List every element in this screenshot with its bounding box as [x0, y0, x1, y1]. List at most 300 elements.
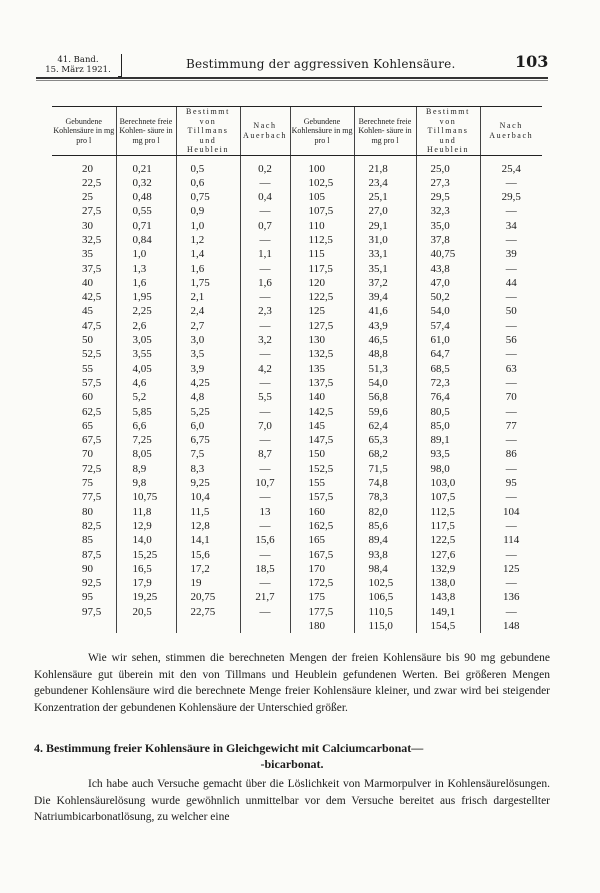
- cell-tillmans-heublein-left: 0,5: [176, 155, 240, 176]
- cell-bound-co2-right: 110: [290, 219, 354, 233]
- cell-tillmans-heublein-left: 12,8: [176, 519, 240, 533]
- cell-bound-co2-right: 127,5: [290, 319, 354, 333]
- col-header-calculated-right: Berechnete freie Kohlen- säure in mg pro l: [354, 107, 416, 156]
- cell-auerbach-left: —: [240, 462, 290, 476]
- table-row: [52, 433, 542, 447]
- cell-calculated-free-co2-right: 78,3: [354, 490, 416, 504]
- cell-auerbach-left: 15,6: [240, 533, 290, 547]
- cell-auerbach-left: 0,2: [240, 155, 290, 176]
- cell-calculated-free-co2-left: 3,55: [116, 347, 176, 361]
- cell-auerbach-right: —: [480, 433, 542, 447]
- cell-tillmans-heublein-left: 1,0: [176, 219, 240, 233]
- cell-auerbach-right: 63: [480, 362, 542, 376]
- cell-tillmans-heublein-left: 9,25: [176, 476, 240, 490]
- cell-tillmans-heublein-right: 112,5: [416, 505, 480, 519]
- cell-tillmans-heublein-left: 4,8: [176, 390, 240, 404]
- table-row: [52, 247, 542, 261]
- cell-bound-co2-right: 145: [290, 419, 354, 433]
- cell-calculated-free-co2-right: 41,6: [354, 304, 416, 318]
- cell-tillmans-heublein-left: 4,25: [176, 376, 240, 390]
- cell-bound-co2-left: 57,5: [82, 376, 102, 389]
- cell-auerbach-left: 18,5: [240, 562, 290, 576]
- cell-bound-co2-right: 100: [290, 155, 354, 176]
- cell-bound-co2-left: 45: [82, 305, 93, 318]
- cell-calculated-free-co2-left: 8,05: [116, 447, 176, 461]
- cell-auerbach-left: 13: [240, 505, 290, 519]
- cell-calculated-free-co2-left: 16,5: [116, 562, 176, 576]
- cell-bound-co2-right: 147,5: [290, 433, 354, 447]
- cell-auerbach-right: —: [480, 347, 542, 361]
- cell-tillmans-heublein-left: 11,5: [176, 505, 240, 519]
- table-row: [52, 376, 542, 390]
- cell-tillmans-heublein-right: 50,2: [416, 290, 480, 304]
- cell-bound-co2-left: 27,5: [82, 205, 102, 218]
- cell-auerbach-left: —: [240, 576, 290, 590]
- cell-bound-co2-right: 157,5: [290, 490, 354, 504]
- cell-tillmans-heublein-left: 0,6: [176, 176, 240, 190]
- cell-tillmans-heublein-left: 22,75: [176, 605, 240, 619]
- cell-calculated-free-co2-left: 1,6: [116, 276, 176, 290]
- cell-bound-co2-left: 20: [82, 162, 93, 175]
- table-row: [52, 233, 542, 247]
- cell-bound-co2-left: 90: [82, 562, 93, 575]
- paragraph-marble-experiments: Ich habe auch Versuche gemacht über die Löslichkeit von Marmorpulver in Kohlensäurelösungen. Die Kohlensäurelösung wurde gewöhnlich unmittelbar vor dem Versuche bereitet aus frisch dargestellter Natriumbicarbonatlösung, zu welcher eine: [34, 778, 550, 823]
- cell-calculated-free-co2-left: 11,8: [116, 505, 176, 519]
- cell-calculated-free-co2-left: 5,2: [116, 390, 176, 404]
- cell-bound-co2-left: 77,5: [82, 491, 102, 504]
- cell-bound-co2-left: 47,5: [82, 319, 102, 332]
- table-row: [52, 405, 542, 419]
- cell-bound-co2-left: 67,5: [82, 434, 102, 447]
- cell-auerbach-right: —: [480, 576, 542, 590]
- volume-label: 41. Band.: [57, 55, 99, 65]
- cell-calculated-free-co2-right: 65,3: [354, 433, 416, 447]
- cell-bound-co2-left: 50: [82, 334, 93, 347]
- cell-bound-co2-left: 85: [82, 534, 93, 547]
- cell-calculated-free-co2-right: 102,5: [354, 576, 416, 590]
- cell-auerbach-right: 29,5: [480, 190, 542, 204]
- table-row: [52, 362, 542, 376]
- cell-calculated-free-co2-left: 1,95: [116, 290, 176, 304]
- cell-bound-co2-left: 30: [82, 219, 93, 232]
- cell-calculated-free-co2-right: 29,1: [354, 219, 416, 233]
- cell-bound-co2-right: 132,5: [290, 347, 354, 361]
- cell-auerbach-right: —: [480, 233, 542, 247]
- cell-auerbach-left: [240, 619, 290, 633]
- cell-tillmans-heublein-right: 143,8: [416, 590, 480, 604]
- cell-calculated-free-co2-right: 82,0: [354, 505, 416, 519]
- table-row: [52, 562, 542, 576]
- cell-auerbach-left: —: [240, 347, 290, 361]
- table-row: [52, 390, 542, 404]
- cell-auerbach-right: 70: [480, 390, 542, 404]
- cell-tillmans-heublein-left: 1,75: [176, 276, 240, 290]
- cell-auerbach-left: —: [240, 405, 290, 419]
- cell-calculated-free-co2-left: 0,32: [116, 176, 176, 190]
- section-heading: [34, 741, 550, 772]
- cell-tillmans-heublein-right: 103,0: [416, 476, 480, 490]
- table-row: [52, 533, 542, 547]
- cell-bound-co2-right: 142,5: [290, 405, 354, 419]
- cell-auerbach-right: —: [480, 204, 542, 218]
- cell-tillmans-heublein-left: 5,25: [176, 405, 240, 419]
- table-row: [52, 605, 542, 619]
- cell-tillmans-heublein-right: 47,0: [416, 276, 480, 290]
- cell-calculated-free-co2-left: 10,75: [116, 490, 176, 504]
- cell-calculated-free-co2-left: 14,0: [116, 533, 176, 547]
- table-row: [52, 319, 542, 333]
- cell-calculated-free-co2-left: 1,0: [116, 247, 176, 261]
- cell-tillmans-heublein-left: 20,75: [176, 590, 240, 604]
- cell-bound-co2-right: 120: [290, 276, 354, 290]
- cell-calculated-free-co2-left: 3,05: [116, 333, 176, 347]
- cell-bound-co2-right: 165: [290, 533, 354, 547]
- cell-tillmans-heublein-left: 3,5: [176, 347, 240, 361]
- cell-auerbach-right: 114: [480, 533, 542, 547]
- cell-calculated-free-co2-right: 71,5: [354, 462, 416, 476]
- col-header-tillmans-right: Bestimmt von Tillmans und Heublein: [416, 107, 480, 156]
- cell-calculated-free-co2-right: 115,0: [354, 619, 416, 633]
- cell-tillmans-heublein-right: 57,4: [416, 319, 480, 333]
- cell-auerbach-right: —: [480, 490, 542, 504]
- cell-tillmans-heublein-right: 68,5: [416, 362, 480, 376]
- cell-calculated-free-co2-left: 4,05: [116, 362, 176, 376]
- cell-calculated-free-co2-right: 110,5: [354, 605, 416, 619]
- cell-auerbach-right: 25,4: [480, 155, 542, 176]
- cell-auerbach-left: —: [240, 176, 290, 190]
- cell-auerbach-right: 125: [480, 562, 542, 576]
- cell-tillmans-heublein-left: [176, 619, 240, 633]
- table-row: [52, 590, 542, 604]
- cell-auerbach-left: —: [240, 319, 290, 333]
- cell-tillmans-heublein-left: 1,6: [176, 262, 240, 276]
- cell-auerbach-right: 44: [480, 276, 542, 290]
- cell-tillmans-heublein-right: 149,1: [416, 605, 480, 619]
- table-row: [52, 576, 542, 590]
- table-row: [52, 419, 542, 433]
- cell-tillmans-heublein-left: 2,4: [176, 304, 240, 318]
- col-header-tillmans-left: Bestimmt von Tillmans und Heublein: [176, 107, 240, 156]
- paragraph-comparison: Wie wir sehen, stimmen die berechneten Mengen der freien Kohlensäure bis 90 mg gebundene Kohlensäure gut überein mit den von Tillmans und Heublein gefundenen Werten. Bei größeren Mengen gebundener Kohlensäure wird die berechnete Menge freier Kohlensäure kleiner, und zwar wird bei steigender Konzentration der gebundenen Kohlensäure der Unterschied größer.: [34, 652, 550, 714]
- cell-auerbach-right: 50: [480, 304, 542, 318]
- cell-auerbach-right: 148: [480, 619, 542, 633]
- cell-auerbach-right: —: [480, 290, 542, 304]
- cell-calculated-free-co2-left: 4,6: [116, 376, 176, 390]
- cell-bound-co2-left: 97,5: [82, 605, 102, 618]
- table-row: [52, 505, 542, 519]
- cell-bound-co2-right: 177,5: [290, 605, 354, 619]
- cell-tillmans-heublein-left: 15,6: [176, 548, 240, 562]
- table-row: [52, 219, 542, 233]
- cell-auerbach-left: —: [240, 376, 290, 390]
- cell-bound-co2-left: 87,5: [82, 548, 102, 561]
- cell-tillmans-heublein-left: 3,9: [176, 362, 240, 376]
- cell-calculated-free-co2-right: 31,0: [354, 233, 416, 247]
- cell-bound-co2-left: 92,5: [82, 577, 102, 590]
- cell-calculated-free-co2-left: 0,55: [116, 204, 176, 218]
- cell-tillmans-heublein-left: 14,1: [176, 533, 240, 547]
- cell-auerbach-left: —: [240, 519, 290, 533]
- cell-auerbach-right: 56: [480, 333, 542, 347]
- cell-auerbach-right: 86: [480, 447, 542, 461]
- cell-tillmans-heublein-left: 10,4: [176, 490, 240, 504]
- cell-calculated-free-co2-right: 35,1: [354, 262, 416, 276]
- cell-bound-co2-left: 70: [82, 448, 93, 461]
- cell-bound-co2-left: [52, 619, 116, 633]
- cell-tillmans-heublein-right: 98,0: [416, 462, 480, 476]
- header-bracket: [118, 54, 122, 77]
- table-row: [52, 262, 542, 276]
- cell-auerbach-left: 5,5: [240, 390, 290, 404]
- cell-bound-co2-right: 112,5: [290, 233, 354, 247]
- cell-tillmans-heublein-right: 32,3: [416, 204, 480, 218]
- cell-bound-co2-right: 102,5: [290, 176, 354, 190]
- table-row: [52, 176, 542, 190]
- cell-tillmans-heublein-right: 93,5: [416, 447, 480, 461]
- cell-tillmans-heublein-right: 40,75: [416, 247, 480, 261]
- cell-bound-co2-left: 75: [82, 477, 93, 490]
- cell-bound-co2-right: 172,5: [290, 576, 354, 590]
- cell-tillmans-heublein-right: 61,0: [416, 333, 480, 347]
- cell-calculated-free-co2-left: 0,84: [116, 233, 176, 247]
- cell-tillmans-heublein-right: 107,5: [416, 490, 480, 504]
- cell-calculated-free-co2-right: 106,5: [354, 590, 416, 604]
- cell-calculated-free-co2-left: 9,8: [116, 476, 176, 490]
- cell-tillmans-heublein-right: 54,0: [416, 304, 480, 318]
- running-head-volume: [36, 55, 120, 75]
- cell-tillmans-heublein-right: 29,5: [416, 190, 480, 204]
- cell-auerbach-left: 7,0: [240, 419, 290, 433]
- cell-tillmans-heublein-left: 6,0: [176, 419, 240, 433]
- cell-auerbach-right: —: [480, 462, 542, 476]
- cell-bound-co2-left: 42,5: [82, 291, 102, 304]
- table-row: [52, 190, 542, 204]
- cell-tillmans-heublein-right: 127,6: [416, 548, 480, 562]
- cell-tillmans-heublein-left: 3,0: [176, 333, 240, 347]
- cell-auerbach-left: —: [240, 233, 290, 247]
- cell-auerbach-left: 0,7: [240, 219, 290, 233]
- cell-calculated-free-co2-left: 0,48: [116, 190, 176, 204]
- cell-tillmans-heublein-right: 85,0: [416, 419, 480, 433]
- cell-tillmans-heublein-right: 43,8: [416, 262, 480, 276]
- cell-tillmans-heublein-right: 35,0: [416, 219, 480, 233]
- col-header-bound-co2-right: Gebundene Kohlensäure in mg pro l: [290, 107, 354, 156]
- cell-calculated-free-co2-right: 62,4: [354, 419, 416, 433]
- cell-calculated-free-co2-right: 93,8: [354, 548, 416, 562]
- running-title: Bestimmung der aggressiven Kohlensäure.: [186, 57, 456, 71]
- cell-bound-co2-right: 175: [290, 590, 354, 604]
- col-header-auerbach-right: Nach Auerbach: [480, 107, 542, 156]
- cell-auerbach-left: —: [240, 204, 290, 218]
- cell-calculated-free-co2-right: 85,6: [354, 519, 416, 533]
- cell-tillmans-heublein-left: 1,4: [176, 247, 240, 261]
- header-rule-thin: [36, 80, 548, 81]
- cell-auerbach-left: 8,7: [240, 447, 290, 461]
- table-row: [52, 333, 542, 347]
- section-heading-line2: -bicarbonat.: [260, 756, 324, 771]
- cell-auerbach-left: 0,4: [240, 190, 290, 204]
- header-rule: [36, 77, 548, 79]
- cell-calculated-free-co2-left: 15,25: [116, 548, 176, 562]
- table-row: [52, 304, 542, 318]
- cell-bound-co2-right: 152,5: [290, 462, 354, 476]
- cell-bound-co2-right: 150: [290, 447, 354, 461]
- cell-bound-co2-right: 105: [290, 190, 354, 204]
- cell-calculated-free-co2-left: 6,6: [116, 419, 176, 433]
- cell-auerbach-left: 10,7: [240, 476, 290, 490]
- cell-calculated-free-co2-right: 23,4: [354, 176, 416, 190]
- cell-auerbach-left: —: [240, 490, 290, 504]
- cell-auerbach-left: —: [240, 605, 290, 619]
- cell-calculated-free-co2-left: 2,25: [116, 304, 176, 318]
- cell-tillmans-heublein-left: 6,75: [176, 433, 240, 447]
- cell-auerbach-right: 34: [480, 219, 542, 233]
- cell-tillmans-heublein-left: 0,9: [176, 204, 240, 218]
- cell-calculated-free-co2-right: 51,3: [354, 362, 416, 376]
- table-row: [52, 276, 542, 290]
- cell-calculated-free-co2-left: 17,9: [116, 576, 176, 590]
- cell-bound-co2-left: 40: [82, 276, 93, 289]
- cell-auerbach-left: 3,2: [240, 333, 290, 347]
- cell-bound-co2-left: 60: [82, 391, 93, 404]
- cell-bound-co2-right: 162,5: [290, 519, 354, 533]
- cell-tillmans-heublein-right: 76,4: [416, 390, 480, 404]
- cell-calculated-free-co2-left: 0,21: [116, 155, 176, 176]
- cell-tillmans-heublein-left: 2,1: [176, 290, 240, 304]
- cell-bound-co2-left: 25: [82, 191, 93, 204]
- cell-calculated-free-co2-left: [116, 619, 176, 633]
- carbonic-acid-table: [52, 106, 542, 633]
- issue-date: 15. März 1921.: [45, 65, 111, 75]
- cell-tillmans-heublein-right: 138,0: [416, 576, 480, 590]
- cell-auerbach-left: 4,2: [240, 362, 290, 376]
- cell-tillmans-heublein-left: 0,75: [176, 190, 240, 204]
- table-row: [52, 290, 542, 304]
- cell-bound-co2-right: 155: [290, 476, 354, 490]
- table-row: [52, 476, 542, 490]
- cell-tillmans-heublein-right: 37,8: [416, 233, 480, 247]
- cell-auerbach-right: —: [480, 405, 542, 419]
- cell-bound-co2-left: 80: [82, 505, 93, 518]
- cell-bound-co2-left: 52,5: [82, 348, 102, 361]
- cell-tillmans-heublein-left: 7,5: [176, 447, 240, 461]
- cell-tillmans-heublein-right: 25,0: [416, 155, 480, 176]
- cell-bound-co2-left: 62,5: [82, 405, 102, 418]
- cell-bound-co2-right: 122,5: [290, 290, 354, 304]
- cell-tillmans-heublein-left: 19: [176, 576, 240, 590]
- table-row: [52, 447, 542, 461]
- cell-calculated-free-co2-right: 43,9: [354, 319, 416, 333]
- cell-tillmans-heublein-right: 154,5: [416, 619, 480, 633]
- cell-tillmans-heublein-right: 132,9: [416, 562, 480, 576]
- cell-calculated-free-co2-right: 74,8: [354, 476, 416, 490]
- table-row: [52, 519, 542, 533]
- col-header-bound-co2-left: Gebundene Kohlensäure in mg pro l: [52, 107, 116, 156]
- cell-bound-co2-right: 137,5: [290, 376, 354, 390]
- col-header-auerbach-left: Nach Auerbach: [240, 107, 290, 156]
- cell-tillmans-heublein-left: 1,2: [176, 233, 240, 247]
- cell-tillmans-heublein-right: 72,3: [416, 376, 480, 390]
- table-row: [52, 204, 542, 218]
- cell-bound-co2-right: 170: [290, 562, 354, 576]
- cell-bound-co2-right: 115: [290, 247, 354, 261]
- cell-auerbach-left: —: [240, 433, 290, 447]
- cell-tillmans-heublein-right: 89,1: [416, 433, 480, 447]
- cell-tillmans-heublein-right: 27,3: [416, 176, 480, 190]
- table-body: [52, 155, 542, 633]
- cell-bound-co2-left: 72,5: [82, 462, 102, 475]
- cell-calculated-free-co2-right: 33,1: [354, 247, 416, 261]
- cell-tillmans-heublein-right: 117,5: [416, 519, 480, 533]
- cell-bound-co2-left: 55: [82, 362, 93, 375]
- cell-bound-co2-left: 35: [82, 248, 93, 261]
- cell-auerbach-left: 2,3: [240, 304, 290, 318]
- cell-bound-co2-right: 125: [290, 304, 354, 318]
- table-row: [52, 548, 542, 562]
- cell-calculated-free-co2-right: 54,0: [354, 376, 416, 390]
- cell-auerbach-left: 21,7: [240, 590, 290, 604]
- cell-bound-co2-right: 160: [290, 505, 354, 519]
- cell-bound-co2-left: 32,5: [82, 233, 102, 246]
- table-row: [52, 490, 542, 504]
- table-row: [52, 155, 542, 176]
- cell-calculated-free-co2-left: 7,25: [116, 433, 176, 447]
- cell-calculated-free-co2-left: 1,3: [116, 262, 176, 276]
- cell-bound-co2-left: 95: [82, 591, 93, 604]
- cell-bound-co2-right: 107,5: [290, 204, 354, 218]
- cell-tillmans-heublein-left: 17,2: [176, 562, 240, 576]
- cell-bound-co2-left: 37,5: [82, 262, 102, 275]
- cell-bound-co2-right: 140: [290, 390, 354, 404]
- cell-bound-co2-left: 82,5: [82, 519, 102, 532]
- cell-calculated-free-co2-left: 0,71: [116, 219, 176, 233]
- cell-calculated-free-co2-right: 89,4: [354, 533, 416, 547]
- cell-calculated-free-co2-left: 2,6: [116, 319, 176, 333]
- cell-calculated-free-co2-right: 27,0: [354, 204, 416, 218]
- cell-calculated-free-co2-right: 56,8: [354, 390, 416, 404]
- cell-auerbach-right: —: [480, 548, 542, 562]
- cell-calculated-free-co2-left: 8,9: [116, 462, 176, 476]
- cell-auerbach-right: 104: [480, 505, 542, 519]
- cell-tillmans-heublein-left: 2,7: [176, 319, 240, 333]
- cell-bound-co2-right: 180: [290, 619, 354, 633]
- cell-auerbach-right: —: [480, 262, 542, 276]
- cell-calculated-free-co2-right: 21,8: [354, 155, 416, 176]
- cell-calculated-free-co2-right: 68,2: [354, 447, 416, 461]
- cell-auerbach-right: —: [480, 605, 542, 619]
- cell-bound-co2-right: 135: [290, 362, 354, 376]
- cell-calculated-free-co2-right: 39,4: [354, 290, 416, 304]
- cell-calculated-free-co2-left: 20,5: [116, 605, 176, 619]
- cell-tillmans-heublein-right: 64,7: [416, 347, 480, 361]
- cell-calculated-free-co2-right: 46,5: [354, 333, 416, 347]
- table-row: [52, 347, 542, 361]
- cell-auerbach-right: 136: [480, 590, 542, 604]
- cell-auerbach-right: —: [480, 519, 542, 533]
- section-heading-line1: 4. Bestimmung freier Kohlensäure in Gleichgewicht mit Calciumcarbonat—: [34, 741, 424, 755]
- cell-bound-co2-right: 167,5: [290, 548, 354, 562]
- cell-tillmans-heublein-left: 8,3: [176, 462, 240, 476]
- cell-bound-co2-left: 65: [82, 419, 93, 432]
- cell-calculated-free-co2-right: 98,4: [354, 562, 416, 576]
- table-row: [52, 619, 542, 633]
- cell-auerbach-right: 39: [480, 247, 542, 261]
- cell-calculated-free-co2-right: 25,1: [354, 190, 416, 204]
- table-row: [52, 462, 542, 476]
- cell-bound-co2-right: 130: [290, 333, 354, 347]
- table-header-row: [52, 107, 542, 156]
- cell-auerbach-left: —: [240, 290, 290, 304]
